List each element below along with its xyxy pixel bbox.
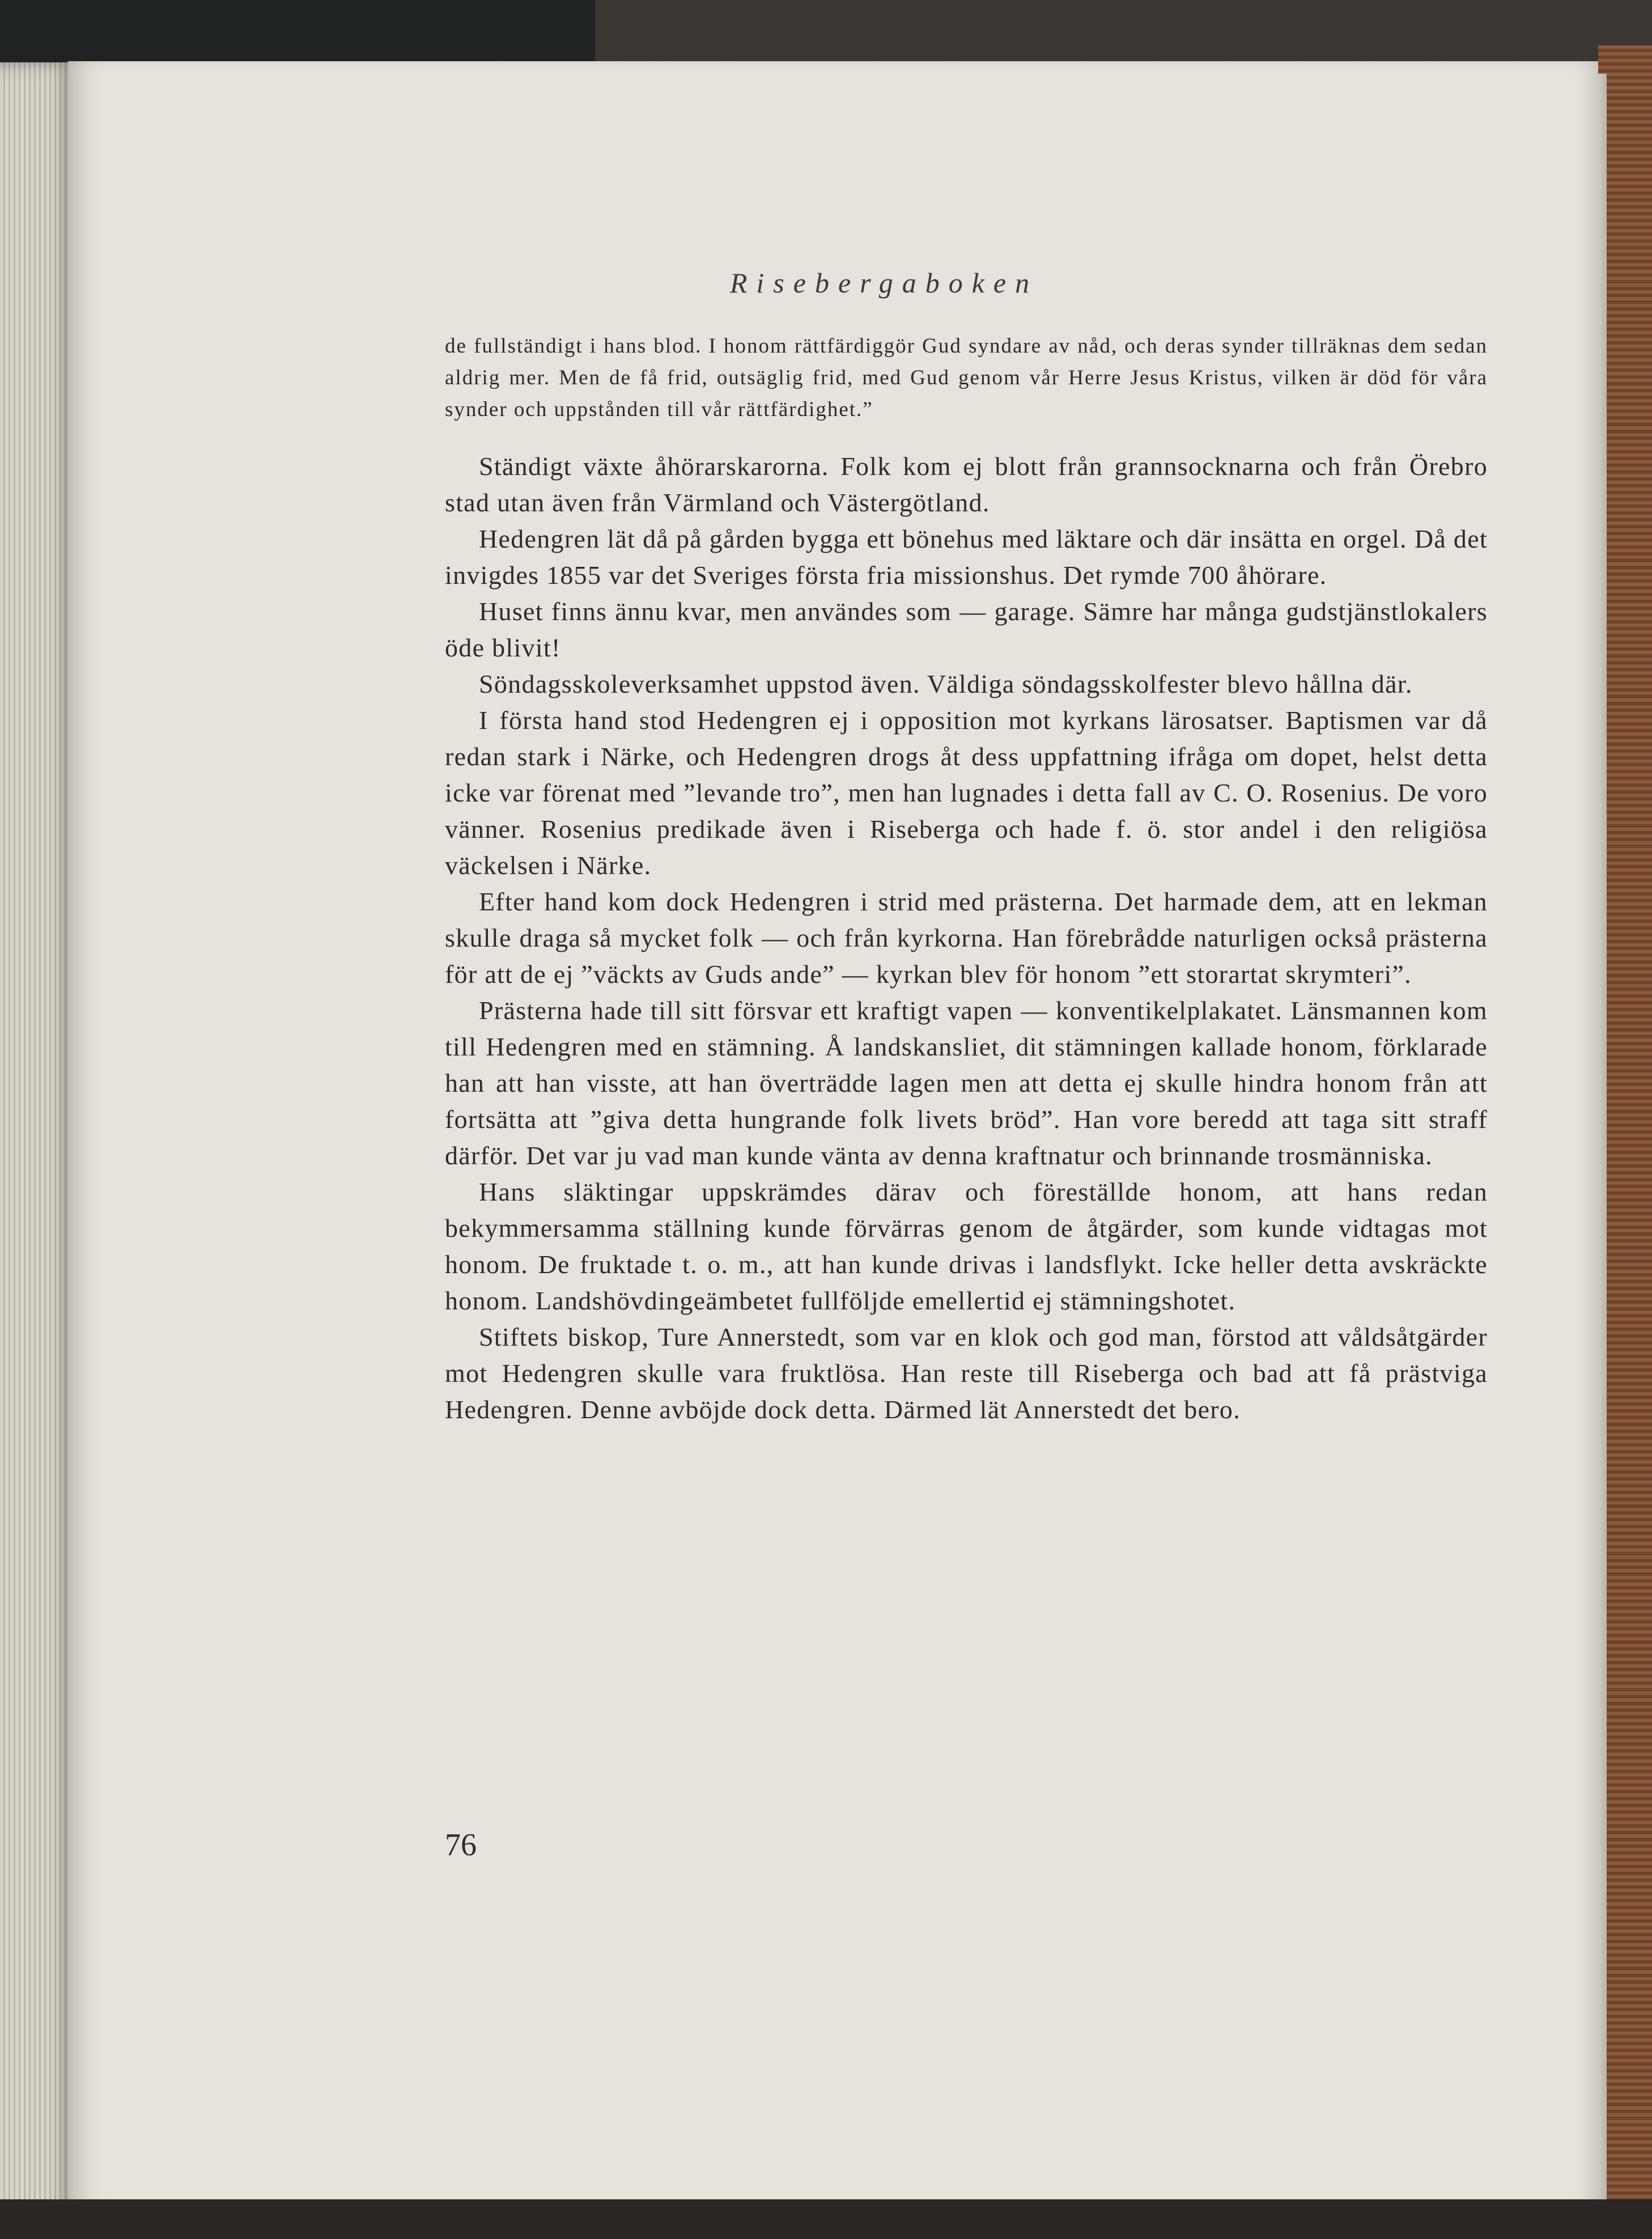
paragraph: Hedengren lät då på gården bygga ett bönehus med läktare och där insätta en orgel. Då det invigdes 1855 var det Sveriges första fria missionshus. Det rymde 700 åhörare.: [445, 524, 1488, 590]
scan-bottom-edge: [0, 2199, 1652, 2239]
paragraph: Efter hand kom dock Hedengren i strid med prästerna. Det harmade dem, att en lekman skulle draga så mycket folk — och från kyrkorna. Han förebrådde naturligen också prästerna för att de ej ”väckts av Guds ande” — kyrkan blev för honom ”ett storartat skrymteri”.: [445, 887, 1488, 989]
paragraph: Stiftets biskop, Ture Annerstedt, som var en klok och god man, förstod att våldsåtgärder mot Hedengren skulle vara fruktlösa. Han reste till Riseberga och bad att få prästviga Hedengren. Denne avböjde dock detta. Därmed lät Annerstedt det bero.: [445, 1322, 1488, 1424]
paragraph: I första hand stod Hedengren ej i opposition mot kyrkans lärosatser. Baptismen var då redan stark i Närke, och Hedengren drogs åt dess uppfattning ifråga om dopet, helst detta icke var förenat med ”levande tro”, men han lugnades i detta fall av C. O. Rosenius. De voro vänner. Rosenius predikade även i Riseberga och hade f. ö. stor andel i den religiösa väckelsen i Närke.: [445, 706, 1488, 880]
paragraph: Söndagsskoleverksamhet uppstod även. Väldiga söndagsskolfester blevo hållna där.: [479, 669, 1413, 698]
page-number: 76: [445, 1827, 477, 1863]
running-head: Risebergaboken: [729, 267, 1039, 299]
book-cover-corner-edge: [487, 0, 578, 68]
paragraph: Prästerna hade till sitt försvar ett kraftigt vapen — konventikelplakatet. Länsmannen kom till Hedengren med en stämning. Å landskansliet, dit stämningen kallade honom, förklarade han att han visste, att han överträdde lagen men att detta ej skulle hindra honom från att fortsätta att ”giva detta hungrande folk livets bröd”. Han vore beredd att taga sitt straff därför. Det var ju vad man kunde vänta av denna kraftnatur och brinnande trosmänniska.: [445, 996, 1488, 1170]
text-column: [445, 330, 1488, 1428]
block-quote: de fullständigt i hans blod. I honom rättfärdiggör Gud syndare av nåd, och deras synder tillräknas dem sedan aldrig mer. Men de få frid, outsäglig frid, med Gud genom vår Herre Jesus Kristus, vilken är död för våra synder och uppstånden till vår rättfärdighet.”: [445, 334, 1488, 421]
book-page: [68, 61, 1598, 2210]
paragraph: Ständigt växte åhörarskarorna. Folk kom ej blott från grannsocknarna och från Örebro stad utan även från Värmland och Västergötland.: [445, 452, 1488, 517]
paragraph: Huset finns ännu kvar, men användes som — garage. Sämre har många gudstjänstlokalers öde blivit!: [445, 597, 1488, 662]
paragraph: Hans släktingar uppskrämdes därav och föreställde honom, att hans redan bekymmersamma ställning kunde förvärras genom de åtgärder, som kunde vidtagas mot honom. De fruktade t. o. m., att han kunde drivas i landsflykt. Icke heller detta avskräckte honom. Landshövdingeämbetet fullföljde emellertid ej stämningshotet.: [445, 1177, 1488, 1315]
left-page-stack: [0, 62, 77, 2239]
